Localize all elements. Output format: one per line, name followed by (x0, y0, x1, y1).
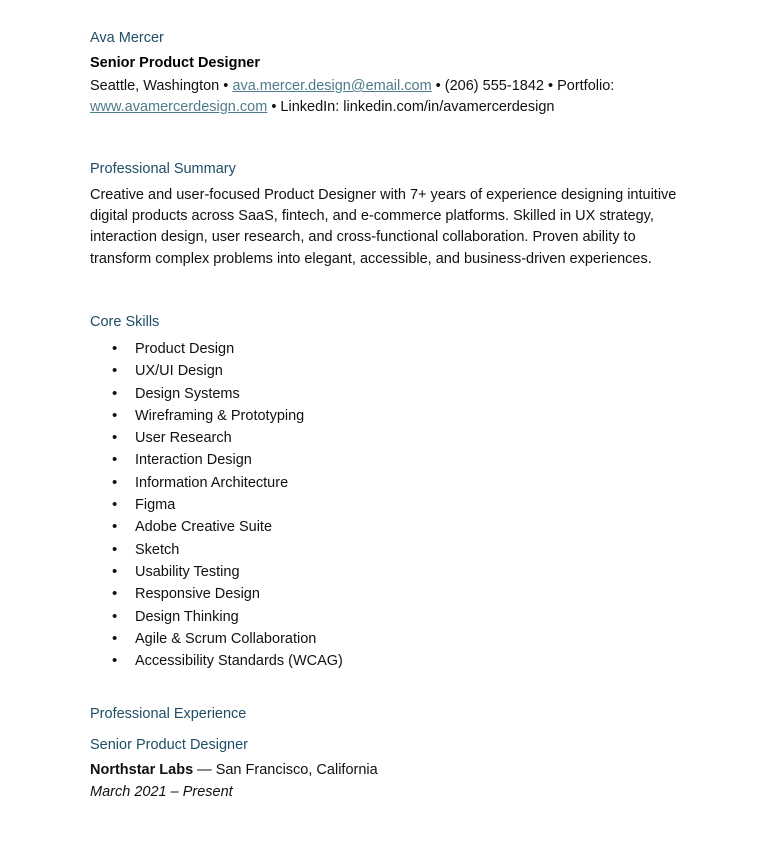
skill-item: • Agile & Scrum Collaboration (90, 628, 343, 650)
skills-list (90, 338, 343, 672)
skills-heading: Core Skills (90, 314, 160, 330)
candidate-name: Ava Mercer (90, 30, 164, 46)
skill-item: • Adobe Creative Suite (90, 516, 343, 538)
skill-item: • Product Design (90, 338, 343, 360)
skill-item: • Sketch (90, 539, 343, 561)
linkedin-text: • LinkedIn: linkedin.com/in/avamercerdesign (267, 99, 555, 115)
job-dates: March 2021 – Present (90, 784, 233, 800)
skill-item: • Information Architecture (90, 472, 343, 494)
skill-item: • Interaction Design (90, 449, 343, 471)
contact-line (90, 76, 690, 118)
summary-heading: Professional Summary (90, 161, 236, 177)
skill-item: • Design Systems (90, 383, 343, 405)
location-text: Seattle, Washington • (90, 78, 233, 94)
summary-text: Creative and user-focused Product Designer with 7+ years of experience designing intuitive digital products across SaaS, fintech, and e-commerce platforms. Skilled in UX strategy, interaction design, user research, and cross-functional collaboration. Proven ability to transform complex problems into elegant, accessible, and business-driven experiences. (90, 187, 677, 267)
skill-item: • Figma (90, 494, 343, 516)
candidate-title: Senior Product Designer (90, 55, 261, 71)
portfolio-link[interactable]: www.avamercerdesign.com (90, 99, 268, 115)
skill-item: • User Research (90, 427, 343, 449)
skill-item: • Usability Testing (90, 561, 343, 583)
email-link[interactable]: ava.mercer.design@email.com (232, 78, 432, 94)
experience-heading: Professional Experience (90, 706, 247, 722)
job-company-line (90, 762, 378, 778)
skill-item: • Wireframing & Prototyping (90, 405, 343, 427)
skill-item: • UX/UI Design (90, 360, 343, 382)
job-title: Senior Product Designer (90, 737, 248, 753)
phone-text: • (206) 555-1842 • Portfolio: (431, 78, 615, 94)
company-name: Northstar Labs (90, 762, 194, 778)
company-location: — San Francisco, California (193, 762, 378, 778)
skill-item: • Accessibility Standards (WCAG) (90, 650, 343, 672)
skill-item: • Responsive Design (90, 583, 343, 605)
skill-item: • Design Thinking (90, 606, 343, 628)
